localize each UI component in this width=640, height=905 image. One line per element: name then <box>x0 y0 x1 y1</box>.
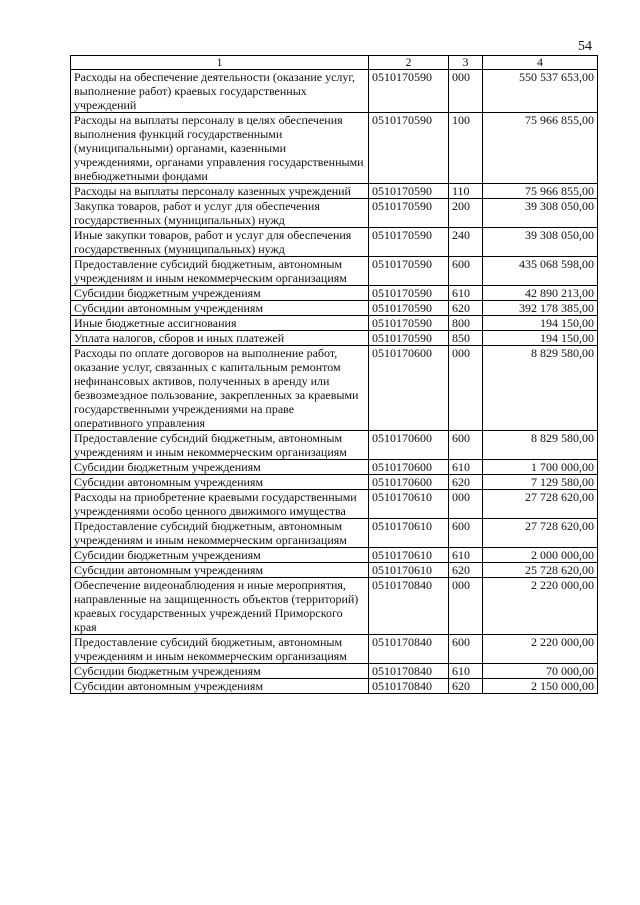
table-row <box>71 228 598 257</box>
target-code: 0510170600 <box>369 431 449 460</box>
expense-description: Субсидии автономным учреждениям <box>71 563 369 578</box>
expense-description: Субсидии бюджетным учреждениям <box>71 664 369 679</box>
amount: 39 308 050,00 <box>483 199 598 228</box>
column-header-2: 2 <box>369 56 449 70</box>
amount: 7 129 580,00 <box>483 475 598 490</box>
expense-type-code: 610 <box>449 286 483 301</box>
target-code: 0510170590 <box>369 184 449 199</box>
table-row <box>71 346 598 431</box>
expense-description: Субсидии бюджетным учреждениям <box>71 548 369 563</box>
target-code: 0510170600 <box>369 460 449 475</box>
table-row <box>71 635 598 664</box>
table-row <box>71 113 598 184</box>
table-row <box>71 331 598 346</box>
table-row <box>71 301 598 316</box>
target-code: 0510170590 <box>369 70 449 113</box>
target-code: 0510170590 <box>369 331 449 346</box>
amount: 2 000 000,00 <box>483 548 598 563</box>
amount: 25 728 620,00 <box>483 563 598 578</box>
expense-description: Обеспечение видеонаблюдения и иные мероприятия, направленные на защищенность объектов (территорий) краевых государственных учреждений Приморского края <box>71 578 369 635</box>
expense-description: Предоставление субсидий бюджетным, автономным учреждениям и иным некоммерческим организациям <box>71 257 369 286</box>
table-row <box>71 490 598 519</box>
expense-type-code: 620 <box>449 301 483 316</box>
table-row <box>71 475 598 490</box>
expense-type-code: 600 <box>449 635 483 664</box>
expense-type-code: 610 <box>449 548 483 563</box>
table-row <box>71 519 598 548</box>
table-row <box>71 257 598 286</box>
amount: 42 890 213,00 <box>483 286 598 301</box>
expense-description: Субсидии автономным учреждениям <box>71 679 369 694</box>
amount: 2 220 000,00 <box>483 635 598 664</box>
target-code: 0510170590 <box>369 316 449 331</box>
budget-table <box>70 55 598 694</box>
amount: 39 308 050,00 <box>483 228 598 257</box>
expense-description: Расходы на приобретение краевыми государственными учреждениями особо ценного движимого имущества <box>71 490 369 519</box>
expense-description: Расходы на выплаты персоналу казенных учреждений <box>71 184 369 199</box>
expense-type-code: 200 <box>449 199 483 228</box>
expense-description: Расходы на обеспечение деятельности (оказание услуг, выполнение работ) краевых государственных учреждений <box>71 70 369 113</box>
column-header-1: 1 <box>71 56 369 70</box>
expense-type-code: 610 <box>449 460 483 475</box>
expense-description: Субсидии автономным учреждениям <box>71 301 369 316</box>
expense-description: Субсидии автономным учреждениям <box>71 475 369 490</box>
table-row <box>71 548 598 563</box>
target-code: 0510170590 <box>369 257 449 286</box>
table-row <box>71 460 598 475</box>
page-number: 54 <box>578 39 592 54</box>
amount: 75 966 855,00 <box>483 184 598 199</box>
expense-type-code: 000 <box>449 346 483 431</box>
table-row <box>71 679 598 694</box>
table-row <box>71 431 598 460</box>
table-header-row <box>71 56 598 70</box>
column-header-4: 4 <box>483 56 598 70</box>
target-code: 0510170590 <box>369 286 449 301</box>
expense-type-code: 610 <box>449 664 483 679</box>
table-row <box>71 199 598 228</box>
table-row <box>71 664 598 679</box>
expense-type-code: 620 <box>449 475 483 490</box>
expense-description: Субсидии бюджетным учреждениям <box>71 286 369 301</box>
expense-type-code: 800 <box>449 316 483 331</box>
target-code: 0510170610 <box>369 490 449 519</box>
expense-type-code: 620 <box>449 563 483 578</box>
expense-description: Иные бюджетные ассигнования <box>71 316 369 331</box>
target-code: 0510170590 <box>369 199 449 228</box>
expense-description: Закупка товаров, работ и услуг для обеспечения государственных (муниципальных) нужд <box>71 199 369 228</box>
expense-type-code: 850 <box>449 331 483 346</box>
expense-description: Субсидии бюджетным учреждениям <box>71 460 369 475</box>
target-code: 0510170840 <box>369 578 449 635</box>
expense-description: Предоставление субсидий бюджетным, автономным учреждениям и иным некоммерческим организациям <box>71 519 369 548</box>
amount: 194 150,00 <box>483 331 598 346</box>
expense-description: Предоставление субсидий бюджетным, автономным учреждениям и иным некоммерческим организациям <box>71 635 369 664</box>
target-code: 0510170610 <box>369 519 449 548</box>
expense-type-code: 240 <box>449 228 483 257</box>
expense-description: Иные закупки товаров, работ и услуг для обеспечения государственных (муниципальных) нужд <box>71 228 369 257</box>
expense-description: Уплата налогов, сборов и иных платежей <box>71 331 369 346</box>
amount: 194 150,00 <box>483 316 598 331</box>
expense-type-code: 110 <box>449 184 483 199</box>
amount: 8 829 580,00 <box>483 431 598 460</box>
expense-description: Расходы по оплате договоров на выполнение работ, оказание услуг, связанных с капитальным ремонтом нефинансовых активов, полученных в аренду или безвозмездное пользование, закрепленных за краевыми государственными учреждениями на праве оперативного управления <box>71 346 369 431</box>
expense-type-code: 000 <box>449 578 483 635</box>
expense-type-code: 600 <box>449 431 483 460</box>
table-row <box>71 563 598 578</box>
amount: 75 966 855,00 <box>483 113 598 184</box>
expense-description: Расходы на выплаты персоналу в целях обеспечения выполнения функций государственными (муниципальными) органами, казенными учреждениями, органами управления государственными внебюджетными фондами <box>71 113 369 184</box>
target-code: 0510170840 <box>369 679 449 694</box>
target-code: 0510170610 <box>369 548 449 563</box>
expense-type-code: 000 <box>449 70 483 113</box>
table-row <box>71 578 598 635</box>
expense-description: Предоставление субсидий бюджетным, автономным учреждениям и иным некоммерческим организациям <box>71 431 369 460</box>
expense-type-code: 600 <box>449 257 483 286</box>
amount: 435 068 598,00 <box>483 257 598 286</box>
amount: 2 150 000,00 <box>483 679 598 694</box>
table-row <box>71 286 598 301</box>
target-code: 0510170590 <box>369 228 449 257</box>
expense-type-code: 100 <box>449 113 483 184</box>
table-row <box>71 316 598 331</box>
target-code: 0510170840 <box>369 664 449 679</box>
table-row <box>71 70 598 113</box>
column-header-3: 3 <box>449 56 483 70</box>
target-code: 0510170590 <box>369 113 449 184</box>
amount: 27 728 620,00 <box>483 519 598 548</box>
target-code: 0510170590 <box>369 301 449 316</box>
amount: 1 700 000,00 <box>483 460 598 475</box>
expense-type-code: 000 <box>449 490 483 519</box>
amount: 70 000,00 <box>483 664 598 679</box>
target-code: 0510170600 <box>369 475 449 490</box>
table-row <box>71 184 598 199</box>
amount: 8 829 580,00 <box>483 346 598 431</box>
amount: 392 178 385,00 <box>483 301 598 316</box>
amount: 27 728 620,00 <box>483 490 598 519</box>
target-code: 0510170600 <box>369 346 449 431</box>
expense-type-code: 600 <box>449 519 483 548</box>
amount: 2 220 000,00 <box>483 578 598 635</box>
amount: 550 537 653,00 <box>483 70 598 113</box>
expense-type-code: 620 <box>449 679 483 694</box>
target-code: 0510170610 <box>369 563 449 578</box>
target-code: 0510170840 <box>369 635 449 664</box>
